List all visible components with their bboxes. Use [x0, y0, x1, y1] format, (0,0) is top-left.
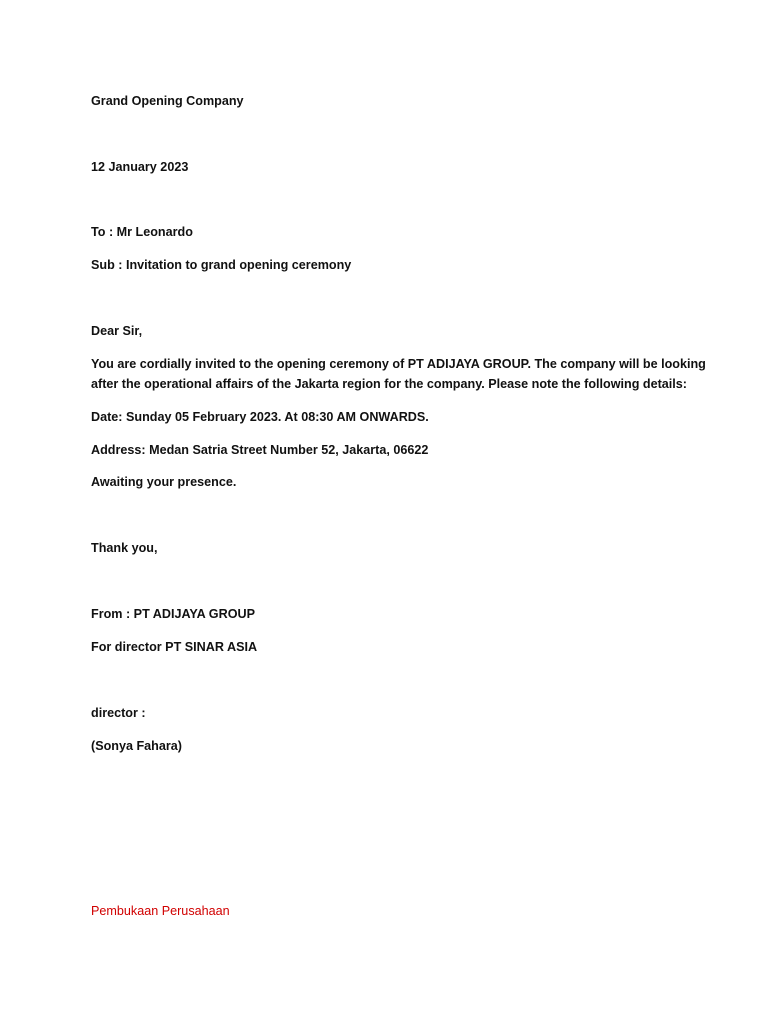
subject-line: Sub : Invitation to grand opening ceremony: [91, 258, 352, 272]
salutation: Dear Sir,: [91, 324, 143, 338]
letter-heading: Grand Opening Company: [91, 94, 244, 108]
body-line: You are cordially invited to the opening ceremony of PT ADIJAYA GROUP. The company will be looking: [91, 357, 706, 371]
event-date-line: Date: Sunday 05 February 2023. At 08:30 AM ONWARDS.: [91, 410, 429, 424]
sender-line: From : PT ADIJAYA GROUP: [91, 607, 255, 621]
for-director-line: For director PT SINAR ASIA: [91, 640, 258, 654]
awaiting-line: Awaiting your presence.: [91, 475, 237, 489]
recipient-line: To : Mr Leonardo: [91, 225, 193, 239]
signatory-name: (Sonya Fahara): [91, 739, 182, 753]
letter-date: 12 January 2023: [91, 160, 189, 174]
footer-link[interactable]: Pembukaan Perusahaan: [91, 904, 230, 918]
body-paragraph: [91, 354, 706, 394]
address-line: Address: Medan Satria Street Number 52, Jakarta, 06622: [91, 443, 429, 457]
closing-line: Thank you,: [91, 541, 158, 555]
director-label: director :: [91, 706, 146, 720]
body-line: after the operational affairs of the Jakarta region for the company. Please note the following details:: [91, 377, 687, 391]
